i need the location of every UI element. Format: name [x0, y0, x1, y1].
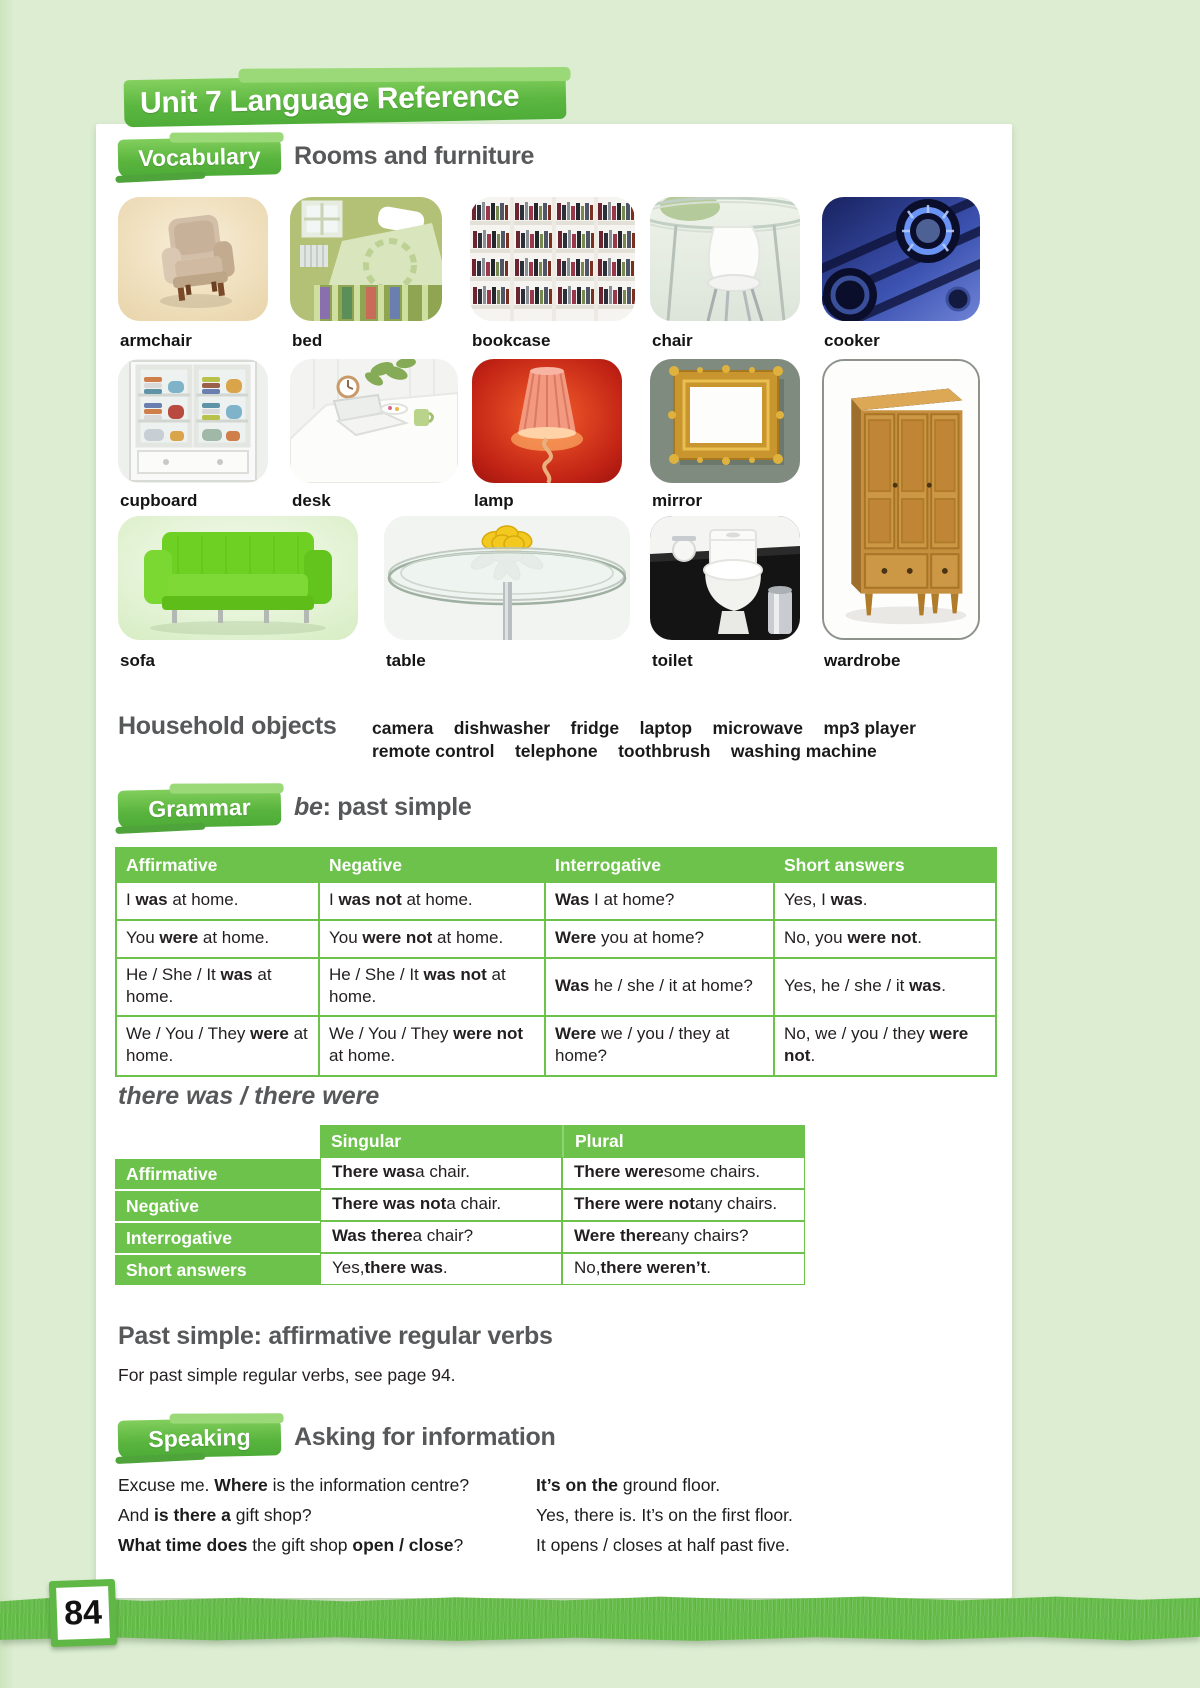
bookcase-photo [470, 197, 635, 321]
household-word: remote control [372, 741, 495, 761]
vocabulary-badge-label: Vocabulary [138, 142, 261, 171]
vocab-label: lamp [474, 491, 514, 510]
vocab-label: chair [652, 331, 693, 350]
armchair-photo [118, 197, 268, 321]
table-cell: You were at home. [116, 920, 319, 958]
chair-image [650, 197, 800, 321]
page-number: 84 [63, 1592, 103, 1633]
dialogue-line: Excuse me. Where is the information centre? [118, 1475, 470, 1495]
row-label: Negative [115, 1189, 320, 1221]
household-heading: Household objects [118, 712, 337, 740]
table-row [116, 1016, 996, 1076]
vocab-label: table [386, 651, 426, 670]
content-card [96, 124, 1012, 1598]
table-cell: He / She / It was not at home. [319, 958, 545, 1016]
table-header-row [116, 848, 996, 882]
unit-title: Unit 7 Language Reference [139, 79, 520, 120]
column-header: Negative [319, 848, 545, 882]
dialogue-line: It opens / closes at half past five. [536, 1535, 790, 1555]
column-header: Plural [562, 1125, 805, 1157]
speaking-badge [118, 1417, 282, 1458]
column-header: Singular [320, 1125, 562, 1157]
speaking-heading: Asking for information [294, 1423, 556, 1451]
wardrobe-image [822, 359, 980, 640]
table-cell: Were there any chairs? [562, 1221, 805, 1253]
grammar-heading [294, 793, 472, 822]
vocab-label: mirror [652, 491, 703, 510]
table-row [116, 958, 996, 1016]
bookcase-image [470, 197, 635, 321]
lamp-photo [472, 359, 622, 483]
table-cell: No, you were not. [774, 920, 996, 958]
footer-band-texture [0, 1592, 1200, 1644]
table-cell: No, there weren’t . [562, 1253, 805, 1285]
table-cell: There were some chairs. [562, 1157, 805, 1189]
cupboard-photo [118, 359, 268, 483]
household-word: fridge [570, 718, 620, 738]
sofa-image [118, 516, 358, 640]
table-corner-cell [115, 1125, 320, 1157]
toilet-image [650, 516, 800, 640]
table-cell: No, we / you / they were not. [774, 1016, 996, 1076]
household-word: microwave [712, 718, 804, 738]
vocab-label: bed [292, 331, 323, 350]
table-cell: Yes, I was. [774, 882, 996, 920]
table-cell: He / She / It was at home. [116, 958, 319, 1016]
household-word: dishwasher [453, 718, 551, 738]
vocab-label: desk [292, 491, 331, 510]
household-word: laptop [639, 718, 693, 738]
household-word: mp3 player [823, 718, 916, 738]
table-cell: Were we / you / they at home? [545, 1016, 774, 1076]
grammar-heading-italic: be [294, 793, 323, 821]
mirror-photo [650, 359, 800, 483]
dialogue-questions [118, 1476, 528, 1566]
speaking-badge-label: Speaking [148, 1423, 251, 1452]
page-number-box [49, 1579, 117, 1647]
vocab-label: toilet [652, 651, 693, 670]
column-header: Short answers [774, 848, 996, 882]
wardrobe-photo [824, 361, 978, 638]
row-label: Affirmative [115, 1157, 320, 1189]
chair-photo [650, 197, 800, 321]
vocabulary-badge [118, 136, 282, 177]
vocab-label: cupboard [120, 491, 198, 510]
cupboard-image [118, 359, 268, 483]
sofa-photo [118, 516, 358, 640]
column-header: Interrogative [545, 848, 774, 882]
row-label: Interrogative [115, 1221, 320, 1253]
there-was-heading: there was / there were [118, 1082, 380, 1110]
grammar-heading-rest: : past simple [322, 793, 472, 821]
table-cell: I was at home. [116, 882, 319, 920]
bed-photo [290, 197, 442, 321]
lamp-image [472, 359, 622, 483]
vocab-label: cooker [824, 331, 880, 350]
table-row [116, 920, 996, 958]
column-header: Affirmative [116, 848, 319, 882]
table-photo [384, 516, 630, 640]
table-cell: There were not any chairs. [562, 1189, 805, 1221]
dialogue-line: Yes, there is. It’s on the first floor. [536, 1505, 793, 1525]
armchair-image [118, 197, 268, 321]
table-cell: Was he / she / it at home? [545, 958, 774, 1016]
household-words-row1 [372, 718, 992, 739]
vocab-label: sofa [120, 651, 155, 670]
table-cell: Was there a chair? [320, 1221, 562, 1253]
table-cell: I was not at home. [319, 882, 545, 920]
dialogue-answers [536, 1476, 966, 1566]
table-cell: Yes, there was . [320, 1253, 562, 1285]
cooker-photo [822, 197, 980, 321]
dialogue-line: And is there a gift shop? [118, 1505, 312, 1525]
row-label: Short answers [115, 1253, 320, 1285]
table-cell: Was I at home? [545, 882, 774, 920]
table-cell: You were not at home. [319, 920, 545, 958]
household-word: telephone [514, 741, 598, 761]
past-simple-heading: Past simple: affirmative regular verbs [118, 1322, 553, 1350]
vocabulary-heading: Rooms and furniture [294, 142, 535, 170]
unit-title-banner [124, 72, 567, 127]
household-word: washing machine [730, 741, 877, 761]
table-image [384, 516, 630, 640]
table-cell: There was a chair. [320, 1157, 562, 1189]
table-row [116, 882, 996, 920]
household-word: toothbrush [618, 741, 711, 761]
desk-image [290, 359, 458, 483]
table-cell: We / You / They were not at home. [319, 1016, 545, 1076]
dialogue-line: It’s on the ground floor. [536, 1475, 721, 1495]
footer-band [0, 1592, 1200, 1644]
dialogue-line: What time does the gift shop open / close? [118, 1535, 464, 1555]
table-cell: There was not a chair. [320, 1189, 562, 1221]
household-word: camera [372, 718, 434, 738]
vocab-label: bookcase [472, 331, 551, 350]
grammar-badge-label: Grammar [148, 793, 251, 822]
grammar-badge [118, 787, 282, 828]
household-words-row2 [372, 741, 992, 762]
table-cell: Were you at home? [545, 920, 774, 958]
past-simple-note: For past simple regular verbs, see page 94. [118, 1365, 456, 1385]
table-cell: Yes, he / she / it was. [774, 958, 996, 1016]
cooker-image [822, 197, 980, 321]
vocab-label: armchair [120, 331, 192, 350]
bed-image [290, 197, 442, 321]
table-cell: We / You / They were at home. [116, 1016, 319, 1076]
vocab-label: wardrobe [824, 651, 901, 670]
there-was-table [115, 1125, 805, 1285]
desk-photo [290, 359, 458, 483]
toilet-photo [650, 516, 800, 640]
be-past-simple-table [115, 847, 997, 1077]
mirror-image [650, 359, 800, 483]
